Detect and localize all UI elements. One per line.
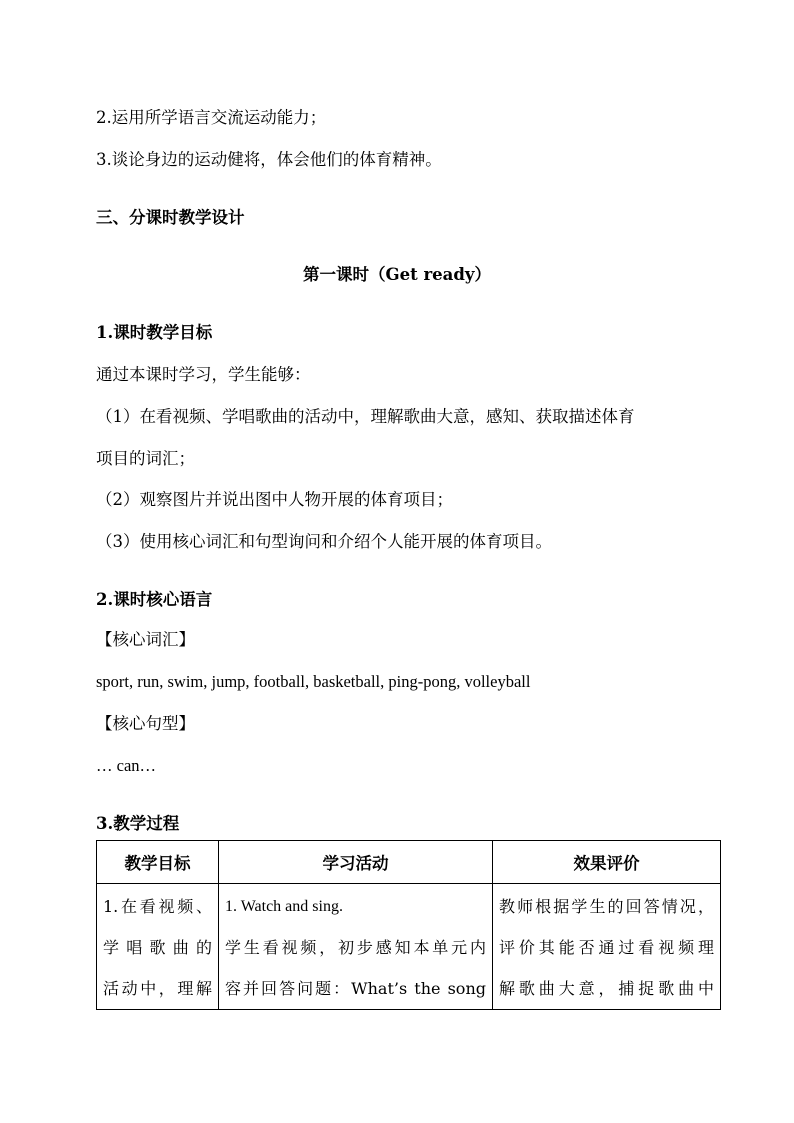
header-activity: 学习活动 — [219, 841, 493, 884]
cell-line: 1. Watch and sing. — [225, 898, 343, 915]
subheading-process: 3.教学过程 — [96, 814, 180, 833]
cell-line: 评价其能否通过看视频理 — [499, 938, 714, 957]
vocab-list: sport, run, swim, jump, football, basketball, ping-pong, volleyball — [96, 672, 531, 691]
header-objective: 教学目标 — [97, 841, 219, 884]
cell-objective — [97, 884, 219, 1010]
cell-line: 教师根据学生的回答情况， — [499, 897, 714, 916]
vocab-label: 【核心词汇】 — [96, 630, 195, 649]
cell-line: 学唱歌曲的 — [103, 938, 212, 957]
sentence-label: 【核心句型】 — [96, 714, 195, 733]
cell-line: 1.在看视频、 — [103, 897, 212, 916]
section-heading: 三、分课时教学设计 — [96, 208, 245, 227]
lesson-title: 第一课时（Get ready） — [303, 265, 491, 284]
objective-2: （2）观察图片并说出图中人物开展的体育项目； — [96, 490, 453, 509]
table-row — [97, 884, 721, 1010]
objective-1b: 项目的词汇； — [96, 449, 195, 468]
goal-line-2: 2.运用所学语言交流运动能力； — [96, 108, 327, 127]
subheading-core-language: 2.课时核心语言 — [96, 590, 213, 609]
sentence-pattern: … can… — [96, 756, 157, 775]
header-evaluation: 效果评价 — [493, 841, 721, 884]
cell-line: 学生看视频，初步感知本单元内 — [225, 938, 486, 957]
cell-line: 解歌曲大意，捕捉歌曲中 — [499, 979, 714, 998]
teaching-process-table — [96, 840, 721, 1010]
subheading-objectives: 1.课时教学目标 — [96, 323, 213, 342]
goal-line-3: 3.谈论身边的运动健将，体会他们的体育精神。 — [96, 150, 442, 169]
cell-activity — [219, 884, 493, 1010]
cell-line: 活动中，理解 — [103, 979, 212, 998]
objective-1a: （1）在看视频、学唱歌曲的活动中，理解歌曲大意，感知、获取描述体育 — [96, 407, 635, 426]
cell-line: 容并回答问题：What’s the song — [225, 979, 486, 998]
table-header-row — [97, 841, 721, 884]
objectives-intro: 通过本课时学习，学生能够： — [96, 365, 311, 384]
objective-3: （3）使用核心词汇和句型询问和介绍个人能开展的体育项目。 — [96, 532, 552, 551]
cell-evaluation — [493, 884, 721, 1010]
